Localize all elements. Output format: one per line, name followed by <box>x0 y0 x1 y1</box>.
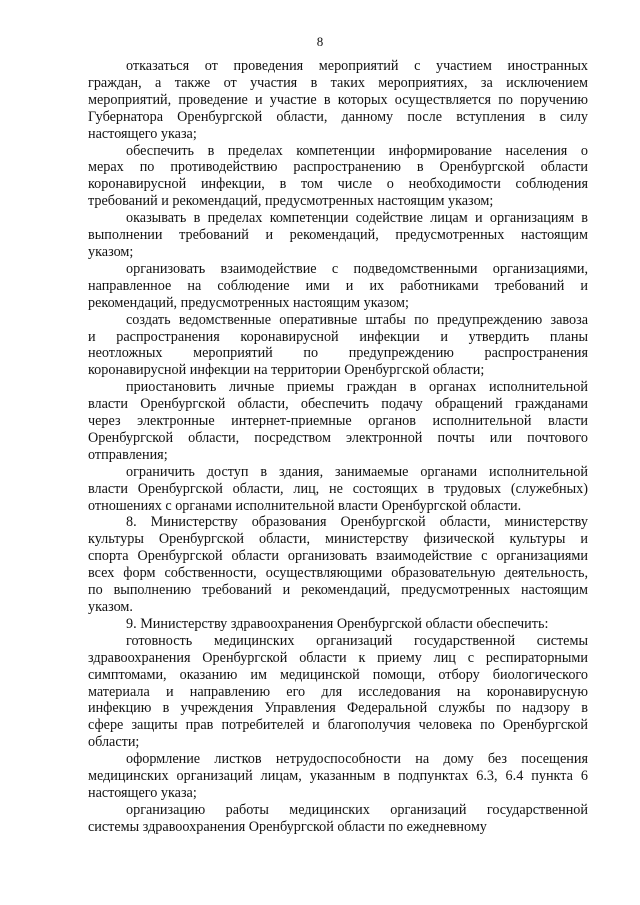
text-line: оказывать в пределах компетенции содействие лицам и организациям в <box>126 210 588 227</box>
page-number: 8 <box>316 34 324 49</box>
text-line: отношениях с органами исполнительной власти Оренбургской области. <box>88 497 522 514</box>
text-line: направленное на соблюдение ими и их работниками требований и <box>88 277 588 294</box>
text-line: неотложных мероприятий по предупреждению распространения <box>88 345 588 362</box>
body-text <box>88 58 588 836</box>
text-line: рекомендаций, предусмотренных настоящим указом; <box>88 294 409 311</box>
paragraph <box>88 464 588 515</box>
text-line: настоящего указа; <box>88 125 197 142</box>
text-line: власти Оренбургской области, лиц, не состоящих в трудовых (служебных) <box>88 480 588 497</box>
text-line: мероприятий, проведение и участие в которых осуществляется по поручению <box>88 91 588 108</box>
paragraph <box>88 751 588 802</box>
text-line: граждан, а также от участия в таких мероприятиях, за исключением <box>88 74 588 91</box>
text-line: системы здравоохранения Оренбургской области по ежедневному <box>88 818 487 835</box>
text-line: культуры Оренбургской области, министерству физической культуры и <box>88 531 588 548</box>
paragraph <box>88 379 588 464</box>
paragraph <box>88 616 588 633</box>
text-line: Оренбургской области, посредством электронной почты или почтового <box>88 429 588 446</box>
text-line: симптомами, оказанию им медицинской помощи, отбору биологического <box>88 666 588 683</box>
text-line: ограничить доступ в здания, занимаемые органами исполнительной <box>126 463 588 480</box>
text-line: коронавирусной инфекции на территории Оренбургской области; <box>88 362 485 379</box>
paragraph <box>88 802 588 836</box>
text-line: спорта Оренбургской области организовать взаимодействие с организациями <box>88 548 588 565</box>
text-line: указом. <box>88 599 133 615</box>
text-line: коронавирусной инфекции, в том числе о необходимости соблюдения <box>88 176 588 193</box>
text-line: приостановить личные приемы граждан в органах исполнительной <box>126 379 588 396</box>
text-line: области; <box>88 734 140 751</box>
text-line: 9. Министерству здравоохранения Оренбургской области обеспечить: <box>126 615 549 632</box>
text-line: отправления; <box>88 446 168 463</box>
text-line: организовать взаимодействие с подведомственными организациями, <box>126 260 588 277</box>
text-line: выполнении требований и рекомендаций, предусмотренных настоящим <box>88 227 588 244</box>
text-line: требований и рекомендаций, предусмотренных настоящим указом; <box>88 193 494 210</box>
text-line: отказаться от проведения мероприятий с участием иностранных <box>126 58 588 74</box>
text-line: мерах по противодействию распространению в Оренбургской области <box>88 159 588 176</box>
text-line: по выполнению требований и рекомендаций, предусмотренных настоящим <box>88 582 588 599</box>
text-line: власти Оренбургской области, обеспечить подачу обращений гражданами <box>88 396 588 413</box>
paragraph <box>88 210 588 261</box>
text-line: настоящего указа; <box>88 784 197 801</box>
text-line: сфере защиты прав потребителей и благополучия человека по Оренбургской <box>88 717 588 734</box>
text-line: медицинских организаций лицам, указанным в подпунктах 6.3, 6.4 пункта 6 <box>88 768 588 785</box>
text-line: Губернатора Оренбургской области, данному после вступления в силу <box>88 108 588 125</box>
paragraph <box>88 261 588 312</box>
text-line: оформление листков нетрудоспособности на дому без посещения <box>126 751 588 768</box>
text-line: здравоохранения Оренбургской области к приему лиц с респираторными <box>88 649 588 666</box>
paragraph <box>88 312 588 380</box>
paragraph <box>88 58 588 143</box>
text-line: обеспечить в пределах компетенции информирование населения о <box>126 142 588 159</box>
text-line: материала и направлению его для исследования на коронавирусную <box>88 683 588 700</box>
paragraph <box>88 514 588 615</box>
text-line: 8. Министерству образования Оренбургской области, министерству <box>126 514 588 531</box>
text-line: инфекцию в учреждения Управления Федеральной службы по надзору в <box>88 700 588 717</box>
text-line: через электронные интернет-приемные органов исполнительной власти <box>88 413 588 430</box>
text-line: всех форм собственности, осуществляющими образовательную деятельность, <box>88 565 588 582</box>
text-line: указом; <box>88 243 134 260</box>
text-line: создать ведомственные оперативные штабы по предупреждению завоза <box>126 311 588 328</box>
text-line: готовность медицинских организаций государственной системы <box>126 632 588 649</box>
paragraph <box>88 143 588 211</box>
paragraph <box>88 633 588 751</box>
text-line: организацию работы медицинских организаций государственной <box>126 801 588 818</box>
text-line: и распространения коронавирусной инфекции и утвердить планы <box>88 328 588 345</box>
